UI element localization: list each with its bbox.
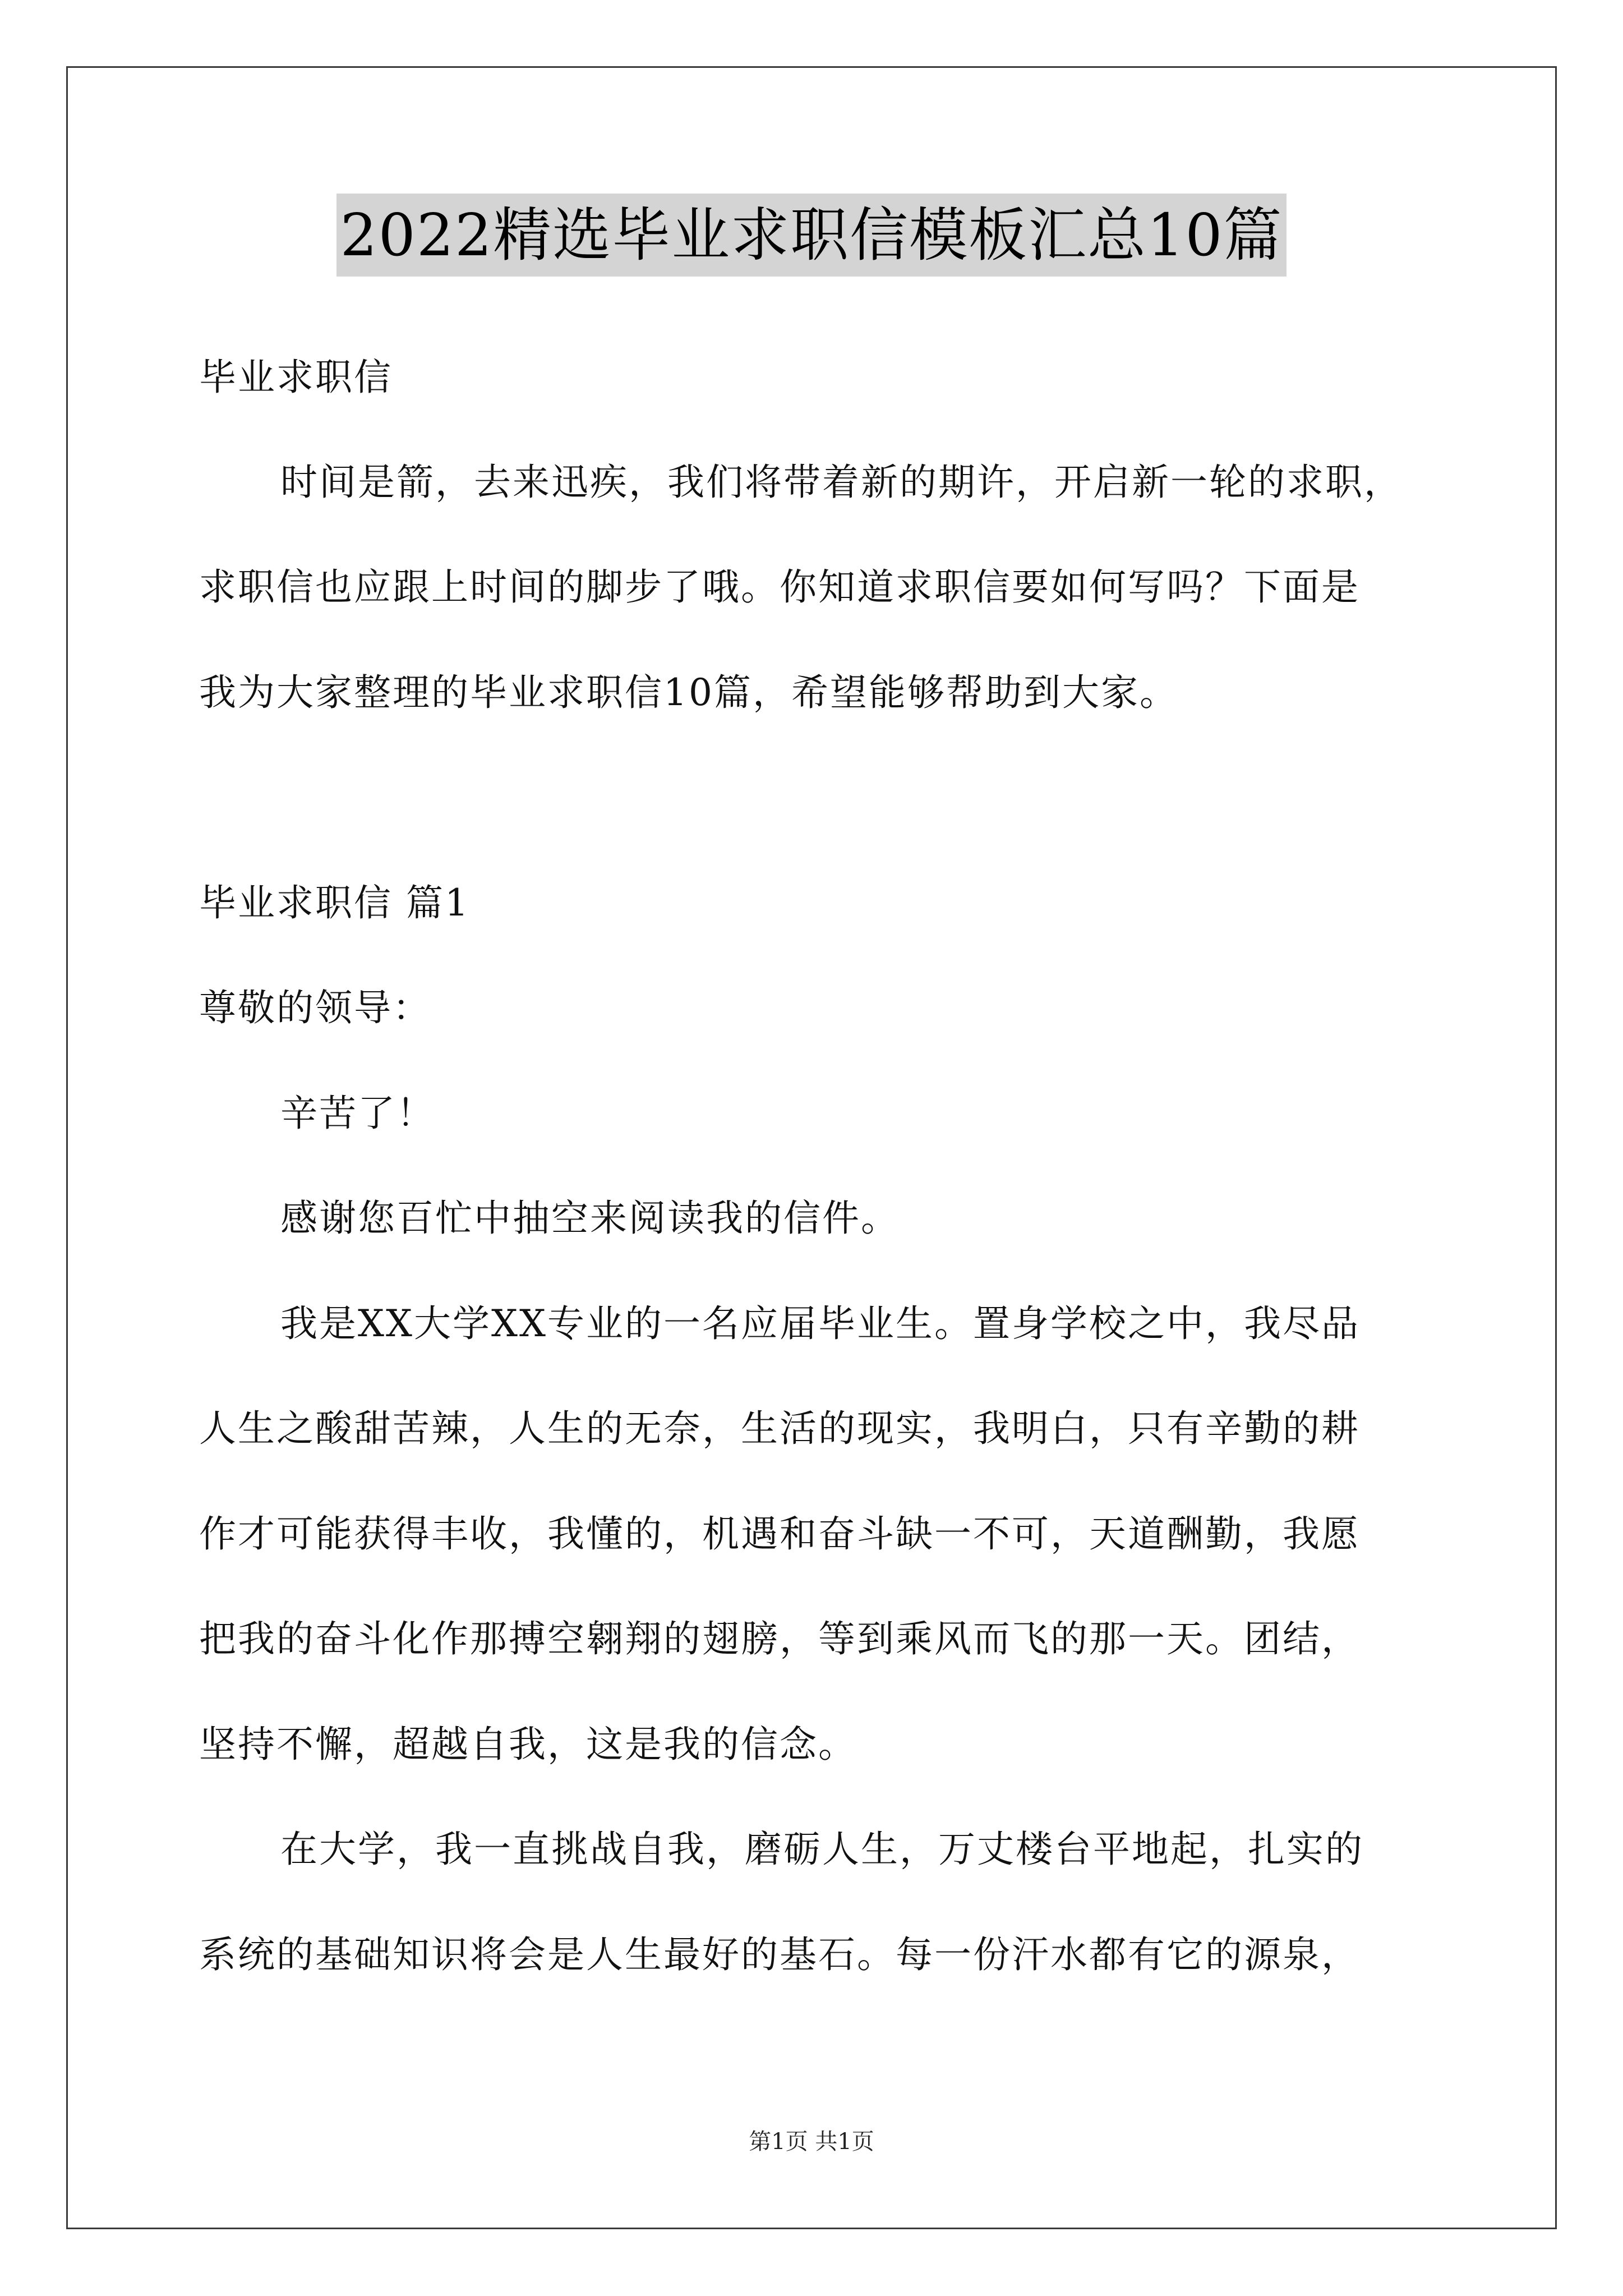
document-title: 2022精选毕业求职信模板汇总10篇 <box>336 194 1286 277</box>
paragraph-line: 辛苦了！ <box>280 1092 435 1135</box>
section-heading: 毕业求职信 <box>199 356 393 399</box>
paragraph-line: 坚持不懈，超越自我，这是我的信念。 <box>199 1723 857 1766</box>
title-container <box>0 194 1623 277</box>
salutation: 尊敬的领导： <box>199 986 431 1029</box>
paragraph-line: 我是XX大学XX专业的一名应届毕业生。置身学校之中，我尽品 <box>280 1302 1360 1345</box>
paragraph-line: 感谢您百忙中抽空来阅读我的信件。 <box>280 1197 900 1240</box>
paragraph-line: 系统的基础知识将会是人生最好的基石。每一份汗水都有它的源泉， <box>199 1933 1360 1976</box>
page-footer: 第1页 共1页 <box>749 2129 874 2155</box>
paragraph-line: 作才可能获得丰收，我懂的，机遇和奋斗缺一不可，天道酬勤，我愿 <box>199 1512 1360 1556</box>
paragraph-line: 求职信也应跟上时间的脚步了哦。你知道求职信要如何写吗？下面是 <box>199 565 1360 609</box>
paragraph-line: 把我的奋斗化作那搏空翱翔的翅膀，等到乘风而飞的那一天。团结， <box>199 1617 1360 1660</box>
paragraph-line: 我为大家整理的毕业求职信10篇，希望能够帮助到大家。 <box>199 671 1178 714</box>
paragraph-line: 人生之酸甜苦辣，人生的无奈，生活的现实，我明白，只有辛勤的耕 <box>199 1407 1360 1450</box>
paragraph-line: 时间是箭，去来迅疾，我们将带着新的期许，开启新一轮的求职， <box>280 461 1403 504</box>
paragraph-line: 在大学，我一直挑战自我，磨砺人生，万丈楼台平地起，扎实的 <box>280 1828 1364 1871</box>
section-heading: 毕业求职信 篇1 <box>199 881 470 924</box>
